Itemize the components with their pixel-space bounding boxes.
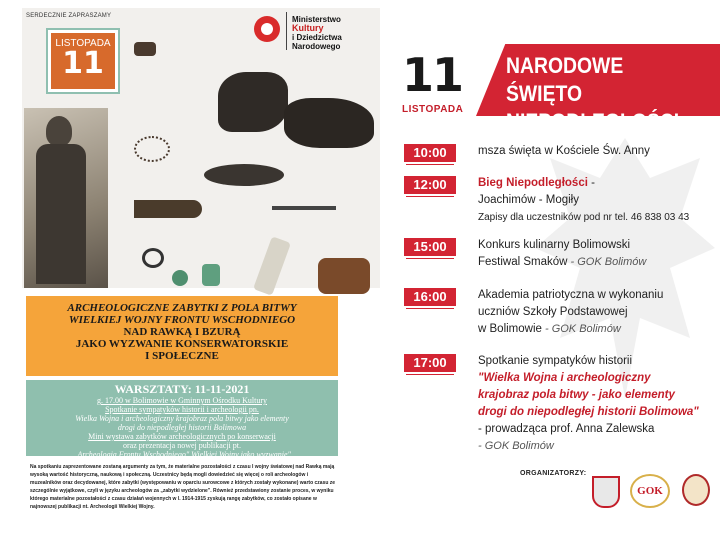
workshop-header: WARSZTATY: 11-11-2021: [114, 382, 250, 396]
workshop-line: „Archeologia Frontu Wschodniego" Wielkiej Wojny jako wyzwanie": [73, 450, 291, 459]
event-time: 12:00: [404, 176, 456, 194]
date-month: LISTOPADA: [55, 38, 111, 49]
event-time: 15:00: [404, 238, 456, 256]
banner-line: NIEPODLEGŁOŚCI: [506, 109, 680, 134]
event-line: [478, 254, 718, 271]
event-organizer: - GOK Bolimów: [541, 323, 621, 335]
event-quote-line: drogi do niepodległej historii Bolimowa": [478, 406, 699, 418]
title-line: I SPOŁECZNE: [145, 350, 219, 362]
artifact-fragment: [284, 98, 374, 148]
organizer-logo-icon: [682, 474, 710, 506]
banner-line: NARODOWE ŚWIĘTO: [506, 53, 624, 106]
artifact-green-glass: [172, 270, 188, 286]
event-line: Joachimów - Mogiły: [478, 194, 579, 206]
event-suffix: -: [587, 177, 595, 189]
event-quote-line: krajobraz pola bitwy - jako elementy: [478, 389, 675, 401]
event-text: [478, 287, 718, 338]
artifact-ring: [142, 248, 164, 268]
event-quote-line: "Wielka Wojna i archeologiczny: [478, 372, 651, 384]
logo-divider: [286, 12, 287, 50]
event-time: 10:00: [404, 144, 456, 162]
artifact-small: [134, 42, 156, 56]
event-segment: w Bolimowie: [478, 323, 542, 335]
date-box: [48, 30, 118, 92]
tagline: SERDECZNIE ZAPRASZAMY: [26, 13, 112, 19]
ministry-line: Ministerstwo: [292, 15, 341, 24]
day-number: 11: [402, 48, 463, 102]
artifact-shell: [134, 200, 202, 218]
event-segment: Festiwal Smaków: [478, 256, 568, 268]
title-line: JAKO WYZWANIE KONSERWATORSKIE: [75, 338, 289, 350]
ministry-logo-icon: [254, 16, 280, 42]
soldier-photo: [24, 108, 108, 288]
workshop-line: Mini wystawa zabytków archeologicznych po konserwacji: [88, 432, 276, 441]
workshop-line: Wielka Wojna i archeologiczny krajobraz pola bitwy jako elementy: [75, 414, 289, 423]
ministry-line: i Dziedzictwa: [292, 33, 342, 42]
artifact-fragment: [218, 72, 288, 132]
event-line: Konkurs kulinarny Bolimowski: [478, 239, 631, 251]
organizers-label: ORGANIZATORZY:: [520, 470, 587, 477]
title-line: NAD RAWKĄ I BZURĄ: [123, 326, 241, 338]
event-line: Akademia patriotyczna w wykonaniu: [478, 289, 664, 301]
workshop-line: g. 17.00 w Bolimowie w Gminnym Ośrodku Kultury: [97, 396, 267, 405]
title-line: WIELKIEJ WOJNY FRONTU WSCHODNIEGO: [68, 314, 296, 326]
ministry-line: Narodowego: [292, 42, 341, 51]
workshop-box: [26, 380, 338, 459]
gok-logo: GOK: [630, 474, 670, 508]
coat-of-arms-icon: [592, 476, 620, 508]
event-description: Na spotkaniu zaprezentowane zostaną argumenty za tym, że materialne pozostałości z czasu I wojny światowej nad Rawką mają wysoką wartość historyczną, naukową i społeczną. Uczestnicy będą mogli dowiedzieć się więcej o roli archeologów i muzealników oraz decydowanej, które zabytki (występowaniu w oparciu surowcowe z których zostały wykonane) warto czasu ze szczególnie wyjątkowe, czyli w języku archeologów za „zabytki wydzielone". Również przedstawiony zostanie proces, w wyniku którego materialne pozostałości z czasu działań wojennych w l. 1914-1915 zyskują rangę zabytków, co zostało opisane w najnowszej publikacji nt. Archeologii Wielkiej Wojny.: [30, 464, 336, 510]
event-text: [478, 237, 718, 271]
artifact-blade: [204, 164, 284, 186]
soldier-body: [36, 144, 86, 284]
event-line: uczniów Szkoły Podstawowej: [478, 306, 628, 318]
event-line: Zapisy dla uczestników pod nr tel. 46 838 03 43: [478, 212, 690, 223]
event-organizer: - GOK Bolimów: [567, 256, 647, 268]
event-title: Bieg Niepodległości: [478, 177, 588, 189]
banner-title: [506, 52, 694, 136]
artifact-fork: [272, 206, 336, 210]
event-text: [478, 353, 718, 455]
title-line: ARCHEOLOGICZNE ZABYTKI Z POLA BITWY: [67, 302, 297, 314]
workshop-line: Spotkanie sympatyków historii i archeologii pn.: [105, 405, 259, 414]
right-poster: [380, 8, 720, 528]
event-text: [478, 143, 718, 160]
event-text: [478, 175, 718, 226]
workshop-line: drogi do niepodległej historii Bolimowa: [117, 423, 247, 432]
workshop-line: oraz prezentacja nowej publikacji pt.: [123, 441, 241, 450]
event-line: Spotkanie sympatyków historii: [478, 355, 633, 367]
event-line: [478, 321, 718, 338]
lecture-title-box: [26, 296, 338, 376]
event-time: 16:00: [404, 288, 456, 306]
ministry-name: [292, 15, 342, 51]
event-line: [478, 175, 718, 192]
ministry-line: Kultury: [292, 23, 324, 33]
soldier-head: [46, 116, 72, 146]
left-poster: [22, 8, 380, 528]
event-organizer: - GOK Bolimów: [478, 440, 554, 452]
artifact-green-bottle: [202, 264, 220, 286]
date-day: 11: [62, 46, 104, 81]
event-line: msza święta w Kościele Św. Anny: [478, 145, 650, 157]
month-label: LISTOPADA: [402, 104, 464, 115]
event-line: - prowadząca prof. Anna Zalewska: [478, 423, 655, 435]
artifact-rusted: [318, 258, 370, 294]
artifact-wire: [134, 136, 170, 162]
event-time: 17:00: [404, 354, 456, 372]
